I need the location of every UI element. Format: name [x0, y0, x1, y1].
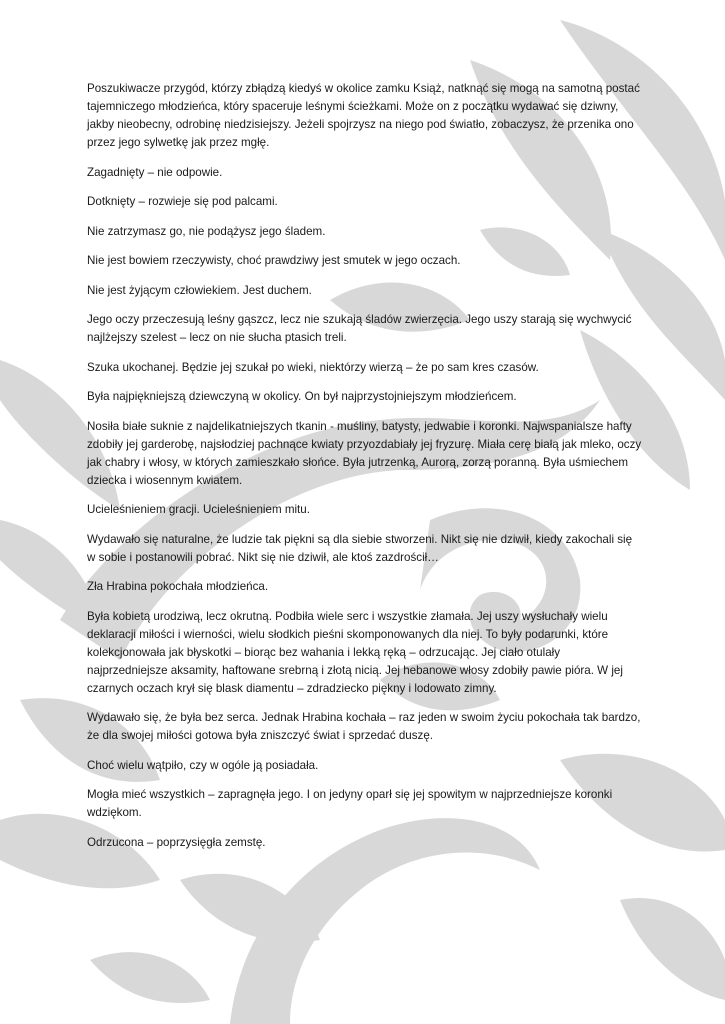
leaf-left-2	[0, 520, 100, 630]
leaf-left-low	[90, 952, 210, 1003]
paragraph: Wydawało się naturalne, że ludzie tak piękni są dla siebie stworzeni. Nikt się nie dziwił, kiedy zakochali się w sobie i postanowili pobrać. Nikt się nie dziwił, ale ktoś zazdrościł…	[87, 532, 633, 564]
paragraph: Nie jest bowiem rzeczywisty, choć prawdziwy jest smutek w jego oczach.	[87, 254, 461, 267]
document-body	[87, 80, 642, 863]
paragraph: Nie jest żyjącym człowiekiem. Jest duchem.	[87, 283, 312, 297]
paragraph: Była najpiękniejszą dziewczyną w okolicy. On był najprzystojniejszym młodzieńcem.	[87, 390, 517, 403]
paragraph: Odrzucona – poprzysięgła zemstę.	[87, 835, 266, 849]
paragraph: Zagadnięty – nie odpowie.	[87, 165, 223, 179]
paragraph: Nosiła białe suknie z najdelikatniejszych tkanin - muśliny, batysty, jedwabie i koronki. Najwspanialsze hafty zdobiły jej garderobę, najsłodziej pachnące kwiaty przyozdabiały jej fryzurę. Miała cerę białą jak mleko, oczy jak chabry i włosy, w których zamieszkało słońce. Była jutrzenką, Aurorą, zorzą poranną. Była uśmiechem dziecka i wiosennym kwiatem.	[87, 419, 642, 487]
paragraph: Jego oczy przeczesują leśny gąszcz, lecz nie szukają śladów zwierzęcia. Jego uszy starają się wychwycić najlżejszy szelest – lecz on nie słucha ptasich treli.	[87, 313, 632, 344]
paragraph: Choć wielu wątpiło, czy w ogóle ją posiadała.	[87, 758, 319, 772]
paragraph: Nie zatrzymasz go, nie podążysz jego śladem.	[87, 224, 326, 238]
paragraph: Dotknięty – rozwieje się pod palcami.	[87, 195, 278, 208]
paragraph: Była kobietą urodziwą, lecz okrutną. Podbiła wiele serc i wszystkie złamała. Jej uszy wysłuchały wielu deklaracji miłości i wierności, wielu słodkich pieśni skomponowanych dla niej. To były podarunki, które kolekcjonowała jak błyskotki – biorąc bez wahania i lekką ręką – odrzucając. Jej ciało otulały najprzedniejsze aksamity, haftowane srebrną i złotą nicią. Jej hebanowe włosy zdobiły pawie pióra. W jej czarnych oczach krył się blask diamentu – zdradziecko piękny i lodowato zimny.	[87, 609, 623, 695]
paragraph: Wydawało się, że była bez serca. Jednak Hrabina kochała – raz jeden w swoim życiu pokochała tak bardzo, że dla swojej miłości gotowa była zniszczyć świat i sprzedać duszę.	[87, 711, 641, 742]
paragraph: Zła Hrabina pokochała młodzieńca.	[87, 580, 269, 593]
paragraph: Mogła mieć wszystkich – zapragnęła jego. I on jedyny oparł się jej spowitym w najprzedniejsze koronki wdziękom.	[87, 788, 613, 819]
paragraph: Poszukiwacze przygód, którzy zbłądzą kiedyś w okolice zamku Książ, natknąć się mogą na samotną postać tajemniczego młodzieńca, który spaceruje leśnymi ścieżkami. Może on z początku wydawać się dziwny, jakby nieobecny, odrobinę niedzisiejszy. Jeżeli spojrzysz na niego pod światło, zobaczysz, że przenika ono przez jego sylwetkę jak przez mgłę.	[87, 82, 640, 149]
leaf-lower-right-2	[620, 898, 725, 1000]
paragraph: Ucieleśnieniem gracji. Ucieleśnieniem mitu.	[87, 503, 310, 516]
paragraph: Szuka ukochanej. Będzie jej szukał po wieki, niektórzy wierzą – że po sam kres czasów.	[87, 360, 539, 374]
